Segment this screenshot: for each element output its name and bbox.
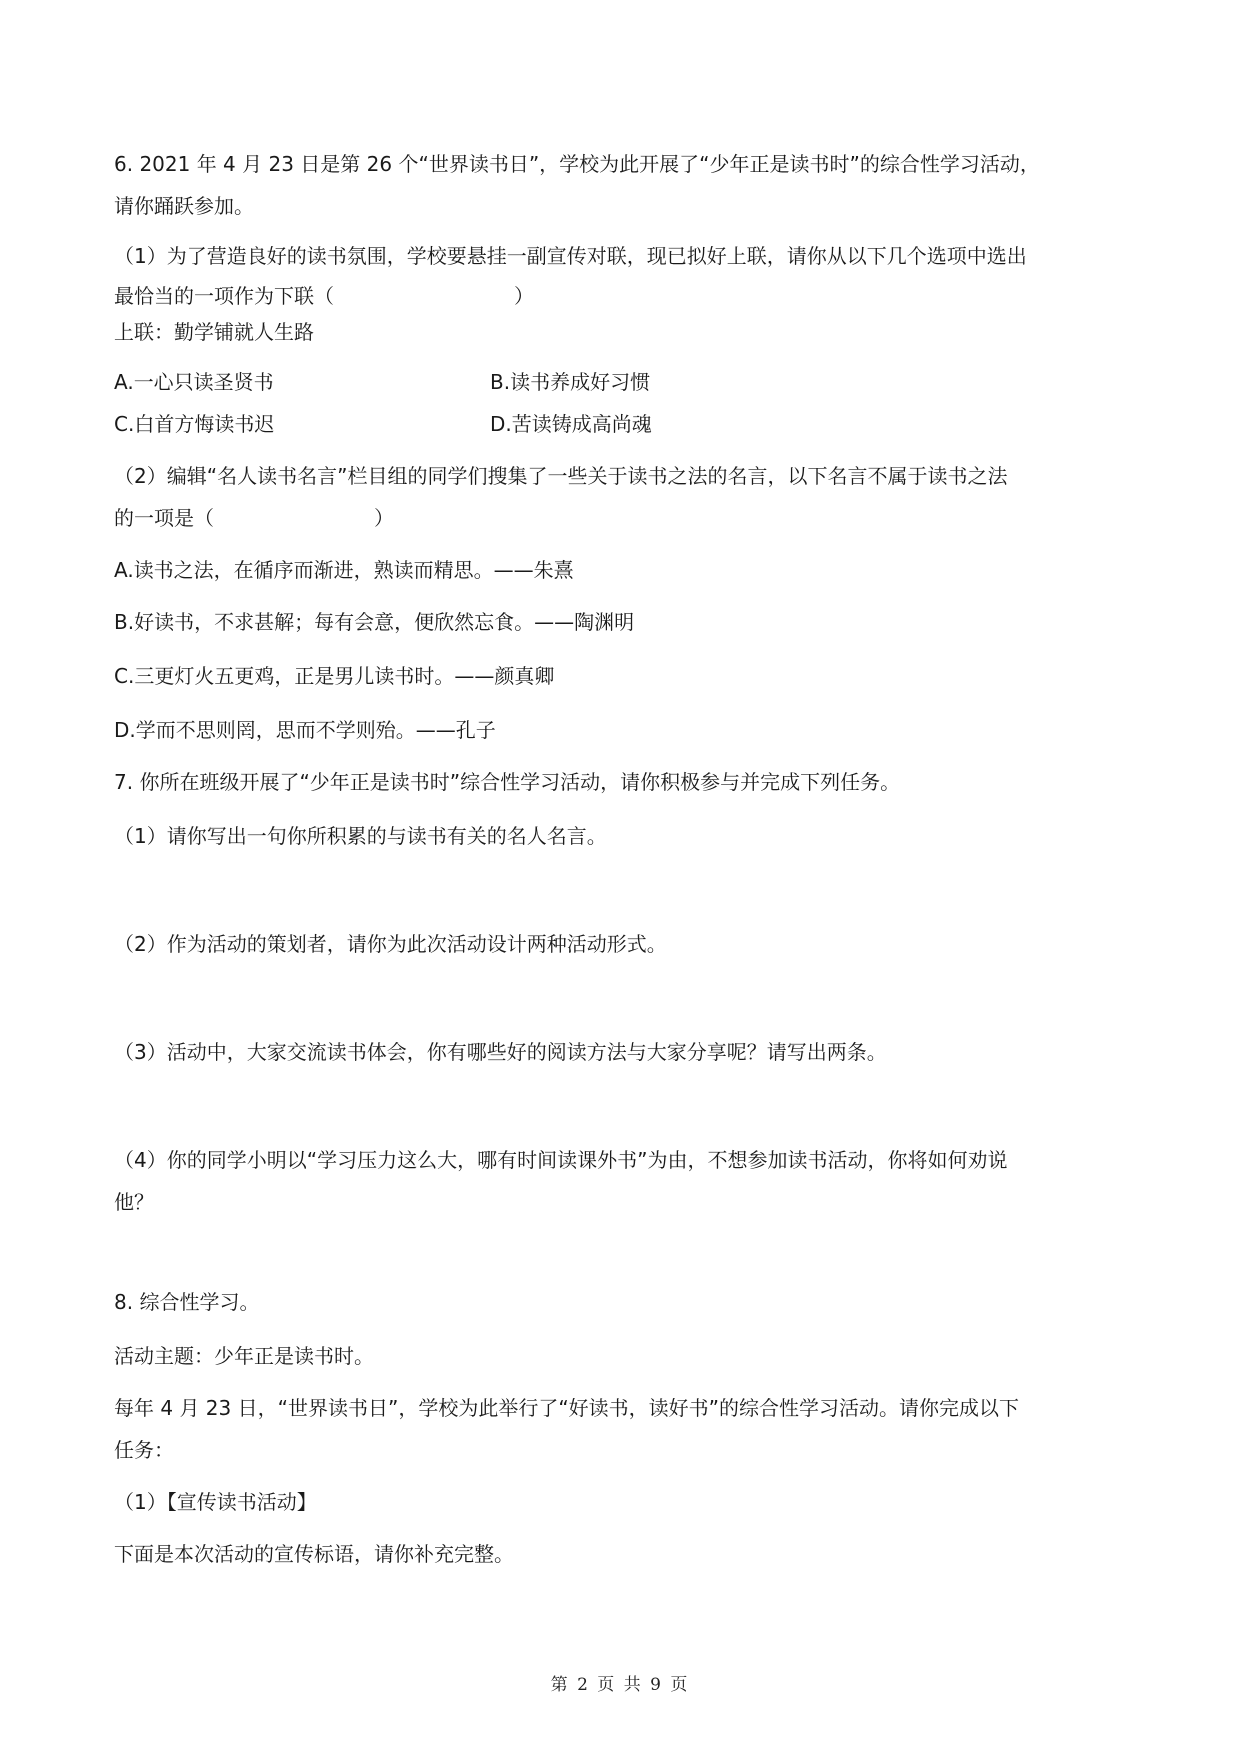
q8-task1-title: （1）【宣传读书活动】 <box>114 1490 317 1514</box>
q6-part2-option-d: D.学而不思则罔，思而不学则殆。——孔子 <box>114 718 496 742</box>
q8-stem: 8. 综合性学习。 <box>114 1290 260 1314</box>
q6-stem-line2: 请你踊跃参加。 <box>114 194 254 218</box>
q7-part3: （3）活动中，大家交流读书体会，你有哪些好的阅读方法与大家分享呢？请写出两条。 <box>114 1040 887 1064</box>
q6-part1-option-d: D.苦读铸成高尚魂 <box>490 412 652 436</box>
q6-part2-option-b: B.好读书，不求甚解；每有会意，便欣然忘食。——陶渊明 <box>114 610 635 634</box>
q7-part2: （2）作为活动的策划者，请你为此次活动设计两种活动形式。 <box>114 932 667 956</box>
q7-stem: 7. 你所在班级开展了“少年正是读书时”综合性学习活动，请你积极参与并完成下列任务。 <box>114 770 901 794</box>
q6-shanglian: 上联：勤学铺就人生路 <box>114 320 314 344</box>
q8-intro-line2: 任务： <box>114 1438 174 1462</box>
q6-part1-line1: （1）为了营造良好的读书氛围，学校要悬挂一副宣传对联，现已拟好上联，请你从以下几个选项中选出 <box>114 244 1027 268</box>
page-footer: 第 2 页 共 9 页 <box>550 1675 690 1695</box>
q7-part1: （1）请你写出一句你所积累的与读书有关的名人名言。 <box>114 824 607 848</box>
q6-part1-option-a: A.一心只读圣贤书 <box>114 370 274 394</box>
q7-part4-line2: 他？ <box>114 1190 154 1214</box>
q6-part2-line2: 的一项是（ ） <box>114 506 394 530</box>
q6-part2-option-c: C.三更灯火五更鸡，正是男儿读书时。——颜真卿 <box>114 664 555 688</box>
q6-part2-option-a: A.读书之法，在循序而渐进，熟读而精思。——朱熹 <box>114 558 574 582</box>
q6-part1-line2: 最恰当的一项作为下联（ ） <box>114 284 534 308</box>
q8-intro-line1: 每年 4 月 23 日，“世界读书日”，学校为此举行了“好读书，读好书”的综合性学习活动。请你完成以下 <box>114 1396 1020 1420</box>
q6-part2-line1: （2）编辑“名人读书名言”栏目组的同学们搜集了一些关于读书之法的名言，以下名言不属于读书之法 <box>114 464 1008 488</box>
q8-task1-desc: 下面是本次活动的宣传标语，请你补充完整。 <box>114 1542 514 1566</box>
q6-stem-line1: 6. 2021 年 4 月 23 日是第 26 个“世界读书日”，学校为此开展了“少年正是读书时”的综合性学习活动， <box>114 152 1040 176</box>
q8-theme: 活动主题：少年正是读书时。 <box>114 1344 374 1368</box>
q7-part4-line1: （4）你的同学小明以“学习压力这么大，哪有时间读课外书”为由，不想参加读书活动，你将如何劝说 <box>114 1148 1008 1172</box>
q6-part1-option-c: C.白首方悔读书迟 <box>114 412 275 436</box>
q6-part1-option-b: B.读书养成好习惯 <box>490 370 651 394</box>
